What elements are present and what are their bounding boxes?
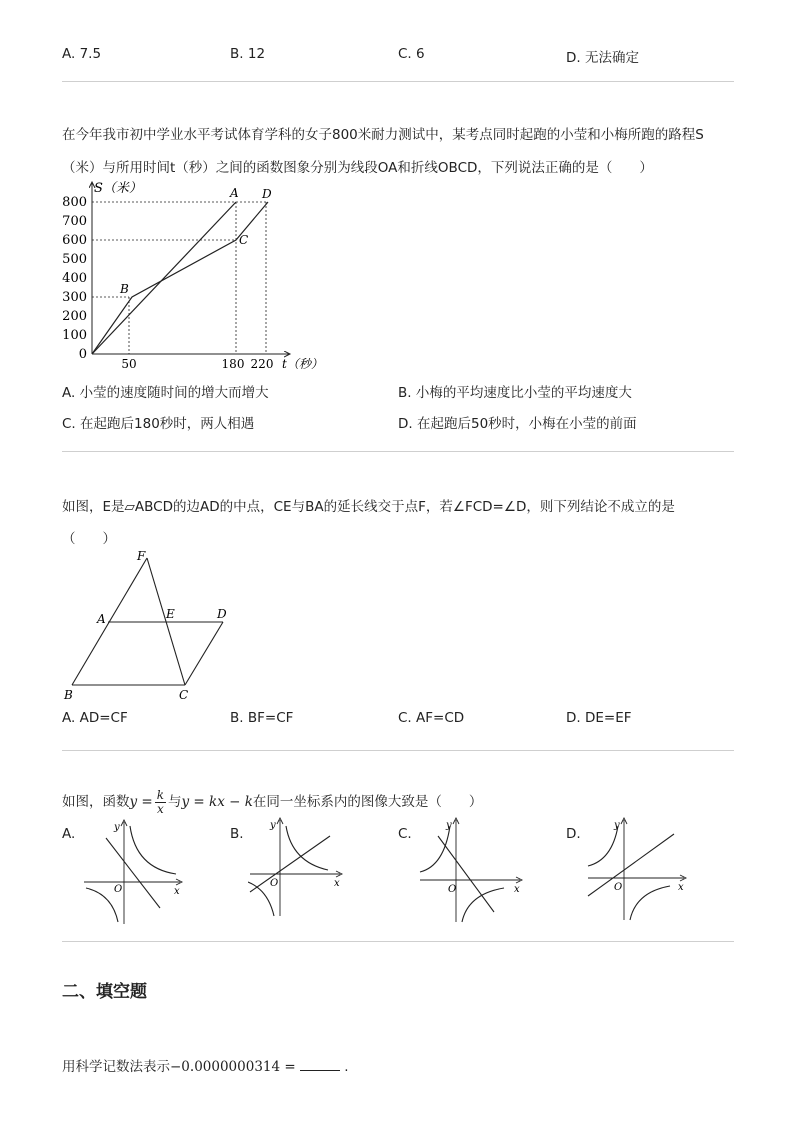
option-text: 小梅的平均速度比小莹的平均速度大 — [415, 385, 632, 401]
option-letter: A. — [62, 385, 76, 401]
question-text-line1: 如图，E是▱ABCD的边AD的中点，CE与BA的延长线交于点F，若∠FCD=∠D，则下列结论不成立的是 — [62, 499, 675, 515]
option-text: AD=CF — [79, 710, 128, 726]
option-text: 在起跑后50秒时，小梅在小莹的前面 — [416, 416, 637, 432]
question-prefix: 如图，函数 — [62, 794, 130, 810]
divider — [62, 941, 734, 942]
graph-option-letter-b[interactable]: B. — [230, 826, 244, 842]
divider — [62, 750, 734, 751]
graph-option-letter-a[interactable]: A. — [62, 826, 76, 842]
option-letter: B. — [398, 385, 412, 401]
section-title: 二、填空题 — [62, 982, 147, 1002]
option-c[interactable] — [62, 412, 254, 432]
y-tick-label: 800 — [62, 195, 87, 210]
axis-label-x: x — [334, 878, 340, 889]
option-text: AF=CD — [416, 710, 465, 726]
graph-option-letter-d[interactable]: D. — [566, 826, 581, 842]
answer-blank[interactable] — [300, 1058, 340, 1071]
origin-label: O — [270, 878, 279, 889]
y-tick-label: 100 — [62, 328, 87, 343]
axis-label-y: y — [114, 822, 120, 833]
axis-label-y: y — [446, 820, 452, 831]
parallelogram-figure — [60, 546, 240, 706]
point-label-F: F — [137, 549, 146, 563]
option-letter: D. — [398, 416, 413, 432]
option-letter: C. — [62, 416, 76, 432]
option-a[interactable] — [62, 46, 101, 62]
segment-DC — [185, 622, 223, 685]
graph-option-d[interactable] — [584, 816, 694, 928]
option-text: 在起跑后180秒时，两人相遇 — [80, 416, 255, 432]
y-tick-label: 700 — [62, 214, 87, 229]
option-c[interactable] — [398, 46, 425, 62]
question-text — [62, 787, 482, 817]
origin-label: O — [448, 884, 457, 895]
question-text-line1: 在今年我市初中学业水平考试体育学科的女子800米耐力测试中，某考点同时起跑的小莹和小梅所跑的路程S — [62, 127, 704, 143]
fraction-k-over-x — [155, 789, 166, 816]
option-text: DE=EF — [584, 710, 632, 726]
axis-label-x: x — [174, 886, 180, 897]
point-label-A: A — [230, 186, 239, 200]
option-letter: C. — [398, 710, 412, 726]
point-label-D: D — [262, 187, 272, 201]
y-tick-label: 200 — [62, 309, 87, 324]
y-tick-label: 600 — [62, 233, 87, 248]
option-letter: B. — [230, 46, 244, 62]
y-axis-label: S（米） — [94, 181, 142, 196]
point-label-C: C — [239, 233, 249, 247]
origin-label: O — [614, 882, 623, 893]
y-tick-label: 400 — [62, 271, 87, 286]
graph-option-letter-c[interactable]: C. — [398, 826, 412, 842]
graph-option-c[interactable] — [416, 816, 526, 928]
divider — [62, 81, 734, 82]
y-tick-label: 500 — [62, 252, 87, 267]
x-tick-label: 220 — [250, 357, 274, 371]
fraction-denominator: x — [156, 801, 164, 816]
graph-option-a[interactable] — [80, 816, 190, 928]
x-tick-label: 50 — [121, 357, 137, 371]
point-label-A: A — [97, 612, 106, 626]
fill-question — [62, 1055, 349, 1075]
option-letter: A. — [62, 710, 76, 726]
origin-label: O — [114, 884, 123, 895]
axis-label-y: y — [270, 820, 276, 831]
option-letter: D. — [566, 710, 581, 726]
point-label-E: E — [166, 607, 175, 621]
point-label-C: C — [179, 688, 189, 702]
fill-equals: = — [284, 1059, 296, 1075]
fill-suffix: . — [344, 1059, 349, 1075]
option-c[interactable] — [398, 710, 464, 726]
option-letter: C. — [398, 46, 412, 62]
point-label-B: B — [64, 688, 73, 702]
option-b[interactable] — [230, 46, 265, 62]
option-text: 6 — [416, 46, 425, 62]
option-d[interactable] — [566, 46, 639, 66]
question-text-line2: （米）与所用时间t（秒）之间的函数图象分别为线段OA和折线OBCD，下列说法正确的是（ ） — [62, 160, 653, 176]
math-y-equals: y = — [129, 794, 153, 810]
option-letter: A. — [62, 46, 76, 62]
option-b[interactable] — [398, 381, 632, 401]
option-a[interactable] — [62, 381, 269, 401]
series-OBCD — [92, 202, 268, 354]
option-letter: D. — [566, 50, 581, 66]
option-d[interactable] — [566, 710, 632, 726]
divider — [62, 451, 734, 452]
y-tick-label: 300 — [62, 290, 87, 305]
axis-label-x: x — [678, 882, 684, 893]
option-text: 12 — [247, 46, 266, 62]
distance-time-chart — [58, 176, 328, 376]
question-text-line2: （ ） — [62, 531, 116, 547]
point-label-D: D — [217, 607, 227, 621]
x-axis-label: t（秒） — [282, 357, 323, 371]
axis-label-y: y — [614, 820, 620, 831]
fraction-numerator: k — [156, 787, 165, 802]
question-mid: 与 — [168, 794, 182, 810]
question-suffix: 在同一坐标系内的图像大致是（ ） — [252, 794, 483, 810]
axis-label-x: x — [514, 884, 520, 895]
option-text: BF=CF — [247, 710, 294, 726]
fill-prefix: 用科学记数法表示 — [62, 1059, 170, 1075]
x-tick-label: 180 — [221, 357, 245, 371]
option-a[interactable] — [62, 710, 128, 726]
option-text: 小莹的速度随时间的增大而增大 — [79, 385, 269, 401]
option-letter: B. — [230, 710, 244, 726]
point-label-B: B — [120, 282, 129, 296]
y-tick-label: 0 — [78, 347, 87, 362]
series-OA — [92, 202, 236, 354]
fill-number: −0.0000000314 — [170, 1059, 281, 1075]
option-text: 7.5 — [79, 46, 102, 62]
graph-option-b[interactable] — [248, 816, 358, 928]
math-linear-function: y = kx − k — [181, 794, 253, 810]
option-b[interactable] — [230, 710, 293, 726]
option-d[interactable] — [398, 412, 637, 432]
option-text: 无法确定 — [584, 50, 639, 66]
